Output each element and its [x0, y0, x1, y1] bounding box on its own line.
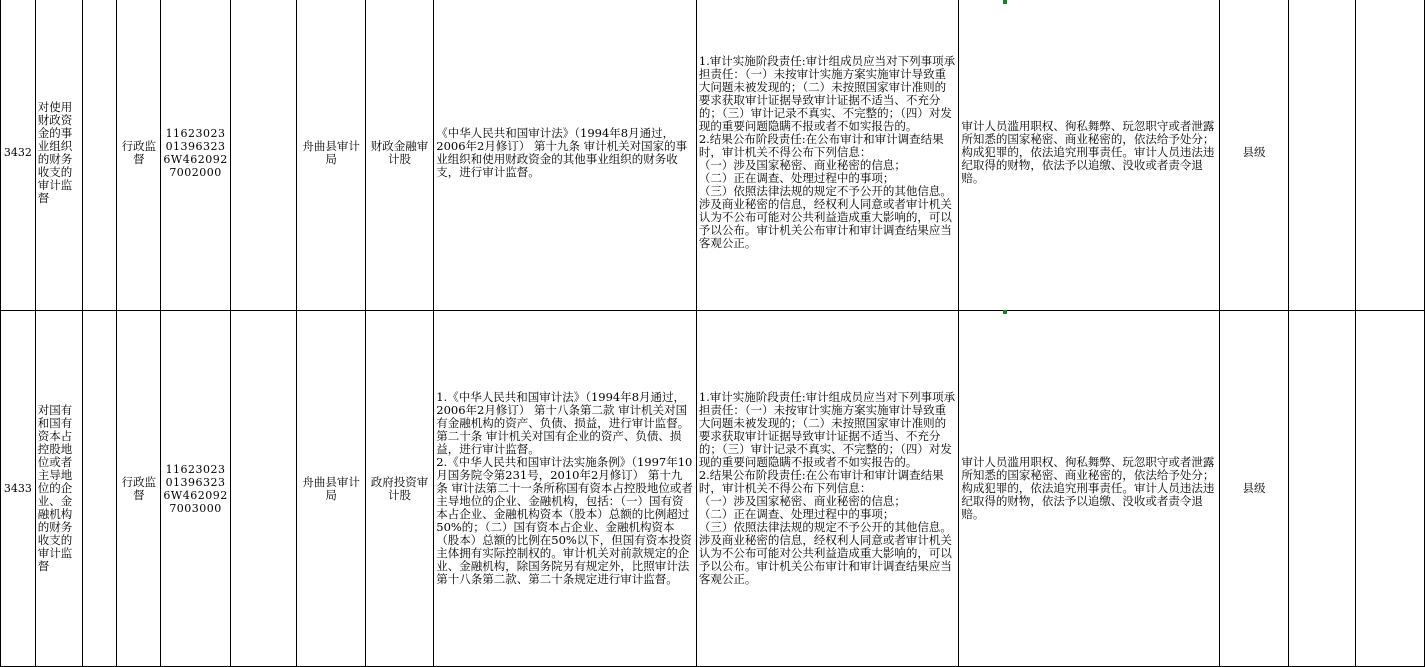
- empty-cell: [230, 0, 297, 311]
- table-row: [1, 311, 1425, 667]
- comment-indicator: [1003, 310, 1007, 314]
- table-row: [1, 0, 1425, 311]
- empty-cell: [83, 0, 117, 311]
- basis-cell: 《中华人民共和国审计法》（1994年8月通过，2006年2月修订） 第十九条 审计机关对国家的事业组织和使用财政资金的其他事业组织的财务收支，进行审计监督。: [434, 0, 697, 311]
- level-cell: 县级: [1220, 0, 1288, 311]
- empty-cell: [1356, 311, 1425, 667]
- office-cell: 政府投资审计股: [365, 311, 433, 667]
- dept-cell: 舟曲县审计局: [297, 0, 365, 311]
- empty-cell: [1288, 311, 1356, 667]
- office-cell: 财政金融审计股: [365, 0, 433, 311]
- empty-cell: [1356, 0, 1425, 311]
- empty-cell: [230, 311, 297, 667]
- duty-cell: 1.审计实施阶段责任:审计组成员应当对下列事项承担责任：（一）未按审计实施方案实施审计导致重大问题未被发现的；（二）未按照国家审计准则的要求获取审计证据导致审计证据不适当、不充分的；（三）审计记录不真实、不完整的；（四）对发现的重要问题隐瞒不报或者不如实报告的。 2.结果公布阶段责任:在公布审计和审计调查结果时，审计机关不得公布下列信息： （一）涉及国家秘密、商业秘密的信息； （二）正在调查、处理过程中的事项； （三）依照法律法规的规定不予公开的其他信息。涉及商业秘密的信息，经权利人同意或者审计机关认为不公布可能对公共利益造成重大影响的，可以予以公布。审计机关公布审计和审计调查结果应当客观公正。: [696, 0, 959, 311]
- level-cell: 县级: [1220, 311, 1288, 667]
- comment-indicator: [1003, 0, 1007, 4]
- accountability-cell: 审计人员滥用职权、徇私舞弊、玩忽职守或者泄露所知悉的国家秘密、商业秘密的，依法给予处分；构成犯罪的，依法追究刑事责任。审计人员违法违纪取得的财物，依法予以追缴、没收或者责令退赔。: [959, 0, 1220, 311]
- accountability-cell: 审计人员滥用职权、徇私舞弊、玩忽职守或者泄露所知悉的国家秘密、商业秘密的，依法给予处分；构成犯罪的，依法追究刑事责任。审计人员违法违纪取得的财物，依法予以追缴、没收或者责令退赔。: [959, 311, 1220, 667]
- empty-cell: [1288, 0, 1356, 311]
- code-cell: 11623023 01396323 6W462092 7002000: [161, 0, 230, 311]
- dept-cell: 舟曲县审计局: [297, 311, 365, 667]
- item-name-cell: 对使用财政资金的事业组织的财务收支的审计监督: [35, 0, 83, 311]
- seq-cell: 3432: [1, 0, 36, 311]
- category-cell: 行政监督: [117, 311, 161, 667]
- code-cell: 11623023 01396323 6W462092 7003000: [161, 311, 230, 667]
- duty-cell: 1.审计实施阶段责任:审计组成员应当对下列事项承担责任：（一）未按审计实施方案实施审计导致重大问题未被发现的；（二）未按照国家审计准则的要求获取审计证据导致审计证据不适当、不充分的；（三）审计记录不真实、不完整的；（四）对发现的重要问题隐瞒不报或者不如实报告的。 2.结果公布阶段责任:在公布审计和审计调查结果时，审计机关不得公布下列信息： （一）涉及国家秘密、商业秘密的信息； （二）正在调查、处理过程中的事项； （三）依照法律法规的规定不予公开的其他信息。涉及商业秘密的信息，经权利人同意或者审计机关认为不公布可能对公共利益造成重大影响的，可以予以公布。审计机关公布审计和审计调查结果应当客观公正。: [696, 311, 959, 667]
- item-name-cell: 对国有和国有资本占控股地位或者主导地位的企业、金融机构的财务收支的审计监督: [35, 311, 83, 667]
- basis-cell: 1.《中华人民共和国审计法》（1994年8月通过，2006年2月修订） 第十八条第二款 审计机关对国有金融机构的资产、负债、损益，进行审计监督。 第二十条 审计机关对国有企业的资产、负债、损益，进行审计监督。 2.《中华人民共和国审计法实施条例》（1997年10月国务院令第231号，2010年2月修订） 第十九条 审计法第二十一条所称国有资本占控股地位或者主导地位的企业、金融机构，包括：（一）国有资本占企业、金融机构资本（股本）总额的比例超过50%的；（二）国有资本占企业、金融机构资本（股本）总额的比例在50%以下，但国有资本投资主体拥有实际控制权的。审计机关对前款规定的企业、金融机构，除国务院另有规定外，比照审计法第十八条第二款、第二十条规定进行审计监督。: [434, 311, 697, 667]
- category-cell: 行政监督: [117, 0, 161, 311]
- seq-cell: 3433: [1, 311, 36, 667]
- empty-cell: [83, 311, 117, 667]
